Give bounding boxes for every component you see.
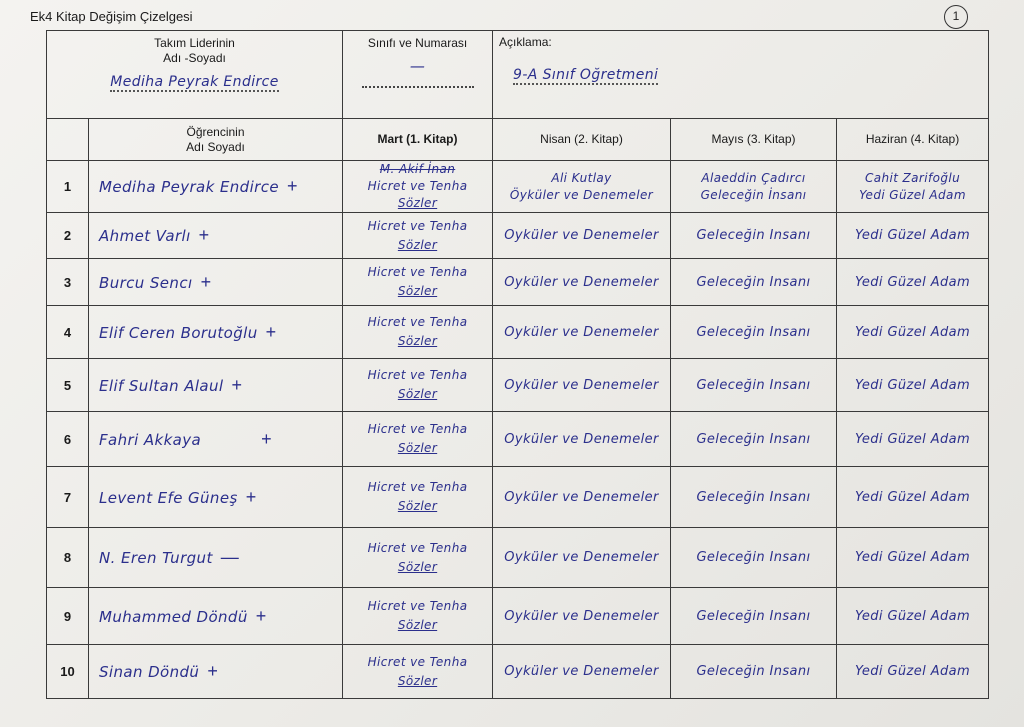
status-mark: + xyxy=(207,661,218,681)
row-number: 10 xyxy=(47,645,89,699)
mayis-cell xyxy=(671,161,837,213)
haziran-book: Yedi Güzel Adam xyxy=(854,377,971,393)
mayis-book: Geleceğin İnsanı xyxy=(696,608,811,624)
class-value: — xyxy=(409,57,426,75)
student-name: Burcu Sencı xyxy=(99,273,193,292)
mayis-cell xyxy=(671,259,837,306)
student-name: Ahmet Varlı xyxy=(99,227,191,245)
haziran-book: Yedi Güzel Adam xyxy=(854,274,971,290)
haziran-book: Yedi Güzel Adam xyxy=(854,489,971,505)
nisan-cell xyxy=(493,161,671,213)
haziran-cell xyxy=(837,359,989,412)
mayis-book: Geleceğin İnsanı xyxy=(696,431,811,447)
mart-cell xyxy=(343,467,493,528)
leader-cell xyxy=(47,31,343,119)
mart-book-line1: Hicret ve Tenha xyxy=(367,218,468,233)
author-haziran: Cahit Zarifoğlu xyxy=(864,170,961,185)
table-row xyxy=(47,213,989,259)
mart-book-line2: Sözler xyxy=(397,196,438,210)
mart-cell xyxy=(343,359,493,412)
note-cell xyxy=(493,31,989,119)
row-number: 7 xyxy=(47,467,89,528)
nisan-cell xyxy=(493,306,671,359)
mayis-book: Geleceğin İnsanı xyxy=(700,187,807,202)
page-number-badge: 1 xyxy=(944,5,968,29)
haziran-book: Yedi Güzel Adam xyxy=(854,324,971,340)
mart-book-line1: Hicret ve Tenha xyxy=(367,480,468,494)
mart-book-line2: Sözler xyxy=(397,441,438,455)
mart-cell xyxy=(343,161,493,213)
leader-name: Mediha Peyrak Endirce xyxy=(110,74,279,90)
nisan-book: Öyküler ve Denemeler xyxy=(504,377,659,393)
nisan-cell xyxy=(493,359,671,412)
mart-cell xyxy=(343,412,493,467)
mayis-cell xyxy=(671,306,837,359)
haziran-book: Yedi Güzel Adam xyxy=(854,664,971,679)
author-mayis: Alaeddin Çadırcı xyxy=(701,170,806,185)
status-mark: + xyxy=(261,428,272,449)
haziran-cell xyxy=(837,412,989,467)
mayis-cell xyxy=(671,588,837,645)
haziran-cell xyxy=(837,528,989,588)
class-label: Sınıfı ve Numarası xyxy=(367,36,468,50)
row-number: 9 xyxy=(47,588,89,645)
haziran-book: Yedi Güzel Adam xyxy=(854,431,971,447)
class-cell xyxy=(343,31,493,119)
status-mark: + xyxy=(287,176,298,196)
row-number: 4 xyxy=(47,306,89,359)
mayis-cell xyxy=(671,528,837,588)
status-mark: + xyxy=(245,486,257,507)
row-number: 5 xyxy=(47,359,89,412)
haziran-book: Yedi Güzel Adam xyxy=(859,187,966,202)
haziran-cell xyxy=(837,588,989,645)
mart-book-line2: Sözler xyxy=(397,559,438,574)
haziran-cell xyxy=(837,306,989,359)
student-name-cell xyxy=(89,213,343,259)
student-name: Levent Efe Güneş xyxy=(99,488,238,507)
author-nisan: Ali Kutlay xyxy=(551,170,612,185)
haziran-cell xyxy=(837,259,989,306)
nisan-cell xyxy=(493,412,671,467)
student-name-cell xyxy=(89,306,343,359)
student-name-cell xyxy=(89,412,343,467)
nisan-cell xyxy=(493,259,671,306)
haziran-cell xyxy=(837,213,989,259)
row-number: 6 xyxy=(47,412,89,467)
mayis-book: Geleceğin İnsanı xyxy=(696,489,811,505)
nisan-cell xyxy=(493,213,671,259)
mart-book-line2: Sözler xyxy=(397,673,438,688)
number-header xyxy=(47,119,89,161)
note-value: 9-A Sınıf Öğretmeni xyxy=(513,67,659,83)
student-name: Elif Ceren Borutoğlu xyxy=(99,323,258,342)
mayis-book: Geleceğin İnsanı xyxy=(696,324,811,340)
haziran-cell xyxy=(837,645,989,699)
mart-book-line1: Hicret ve Tenha xyxy=(367,368,468,382)
table-row xyxy=(47,259,989,306)
nisan-book: Öyküler ve Denemeler xyxy=(504,324,659,340)
mart-cell xyxy=(343,259,493,306)
row-number: 3 xyxy=(47,259,89,306)
nisan-cell xyxy=(493,467,671,528)
student-name: N. Eren Turgut xyxy=(99,549,213,567)
leader-label: Takım Liderinin Adı -Soyadı xyxy=(154,36,235,65)
mart-cell xyxy=(343,213,493,259)
mayis-cell xyxy=(671,412,837,467)
table-row xyxy=(47,306,989,359)
student-name: Elif Sultan Alaul xyxy=(99,376,224,395)
mart-book-line1: Hicret ve Tenha xyxy=(367,654,468,669)
student-name-cell xyxy=(89,467,343,528)
student-name: Sinan Döndü xyxy=(99,663,200,681)
haziran-cell xyxy=(837,467,989,528)
nisan-cell xyxy=(493,645,671,699)
status-mark: + xyxy=(198,225,210,245)
row-number: 8 xyxy=(47,528,89,588)
nisan-cell xyxy=(493,528,671,588)
mart-book-line1: Hicret ve Tenha xyxy=(367,179,468,193)
status-mark: — xyxy=(220,547,239,567)
leader-row xyxy=(47,31,989,119)
mart-book-line2: Sözler xyxy=(397,499,438,513)
mayis-book: Geleceğin İnsanı xyxy=(696,377,811,393)
status-mark: + xyxy=(265,321,277,342)
mart-book-line1: Hicret ve Tenha xyxy=(367,540,468,555)
mart-book-line1: Hicret ve Tenha xyxy=(367,265,468,279)
nisan-cell xyxy=(493,588,671,645)
mart-cell xyxy=(343,645,493,699)
mart-book-line2: Sözler xyxy=(397,284,438,298)
mayis-cell xyxy=(671,359,837,412)
row-number: 1 xyxy=(47,161,89,213)
student-name: Muhammed Döndü xyxy=(99,607,248,626)
table-row xyxy=(47,467,989,528)
status-mark: + xyxy=(231,374,243,395)
mart-header: Mart (1. Kitap) xyxy=(343,119,493,161)
mayis-cell xyxy=(671,467,837,528)
mart-book-line2: Sözler xyxy=(397,618,438,632)
table-row xyxy=(47,359,989,412)
student-name-cell xyxy=(89,645,343,699)
author-mart: M. Akif İnan xyxy=(379,162,456,176)
student-name-cell xyxy=(89,528,343,588)
mart-book-line1: Hicret ve Tenha xyxy=(367,422,468,436)
mayis-book: Geleceğin İnsanı xyxy=(696,550,811,565)
book-exchange-table xyxy=(46,30,989,699)
mart-cell xyxy=(343,588,493,645)
mart-cell xyxy=(343,528,493,588)
mart-book-line2: Sözler xyxy=(397,334,438,348)
document-title: Ek4 Kitap Değişim Çizelgesi xyxy=(30,9,193,24)
mart-book-line2: Sözler xyxy=(397,387,438,401)
haziran-cell xyxy=(837,161,989,213)
student-name: Mediha Peyrak Endirce xyxy=(99,178,280,196)
mart-book-line2: Sözler xyxy=(397,237,438,252)
mart-cell xyxy=(343,306,493,359)
mayis-cell xyxy=(671,645,837,699)
class-dotted-line xyxy=(362,84,474,88)
note-label: Açıklama: xyxy=(499,35,552,49)
student-name-cell xyxy=(89,359,343,412)
haziran-book: Yedi Güzel Adam xyxy=(854,550,971,565)
nisan-book: Öyküler ve Denemeler xyxy=(509,187,654,202)
table-row xyxy=(47,412,989,467)
nisan-book: Öyküler ve Denemeler xyxy=(504,489,659,505)
mayis-cell xyxy=(671,213,837,259)
student-name-cell xyxy=(89,588,343,645)
status-mark: + xyxy=(255,605,267,626)
haziran-book: Yedi Güzel Adam xyxy=(854,608,971,624)
status-mark: + xyxy=(200,271,212,292)
table-row xyxy=(47,528,989,588)
table-row xyxy=(47,588,989,645)
nisan-book: Öyküler ve Denemeler xyxy=(504,664,659,679)
haziran-book: Yedi Güzel Adam xyxy=(854,228,971,243)
mart-book-line1: Hicret ve Tenha xyxy=(367,599,468,613)
student-name-cell xyxy=(89,259,343,306)
student-name: Fahri Akkaya xyxy=(99,430,202,449)
nisan-book: Öyküler ve Denemeler xyxy=(504,228,659,243)
student-header: Öğrencinin Adı Soyadı xyxy=(89,119,343,161)
haziran-header: Haziran (4. Kitap) xyxy=(837,119,989,161)
mayis-header: Mayıs (3. Kitap) xyxy=(671,119,837,161)
column-header-row xyxy=(47,119,989,161)
mayis-book: Geleceğin İnsanı xyxy=(696,664,811,679)
nisan-book: Öyküler ve Denemeler xyxy=(504,274,659,290)
table-row xyxy=(47,645,989,699)
nisan-book: Öyküler ve Denemeler xyxy=(504,431,659,447)
row-number: 2 xyxy=(47,213,89,259)
nisan-book: Öyküler ve Denemeler xyxy=(504,608,659,624)
mayis-book: Geleceğin İnsanı xyxy=(696,228,811,243)
mayis-book: Geleceğin İnsanı xyxy=(696,274,811,290)
student-name-cell xyxy=(89,161,343,213)
table-row xyxy=(47,161,989,213)
nisan-book: Öyküler ve Denemeler xyxy=(504,550,659,565)
mart-book-line1: Hicret ve Tenha xyxy=(367,315,468,329)
nisan-header: Nisan (2. Kitap) xyxy=(493,119,671,161)
